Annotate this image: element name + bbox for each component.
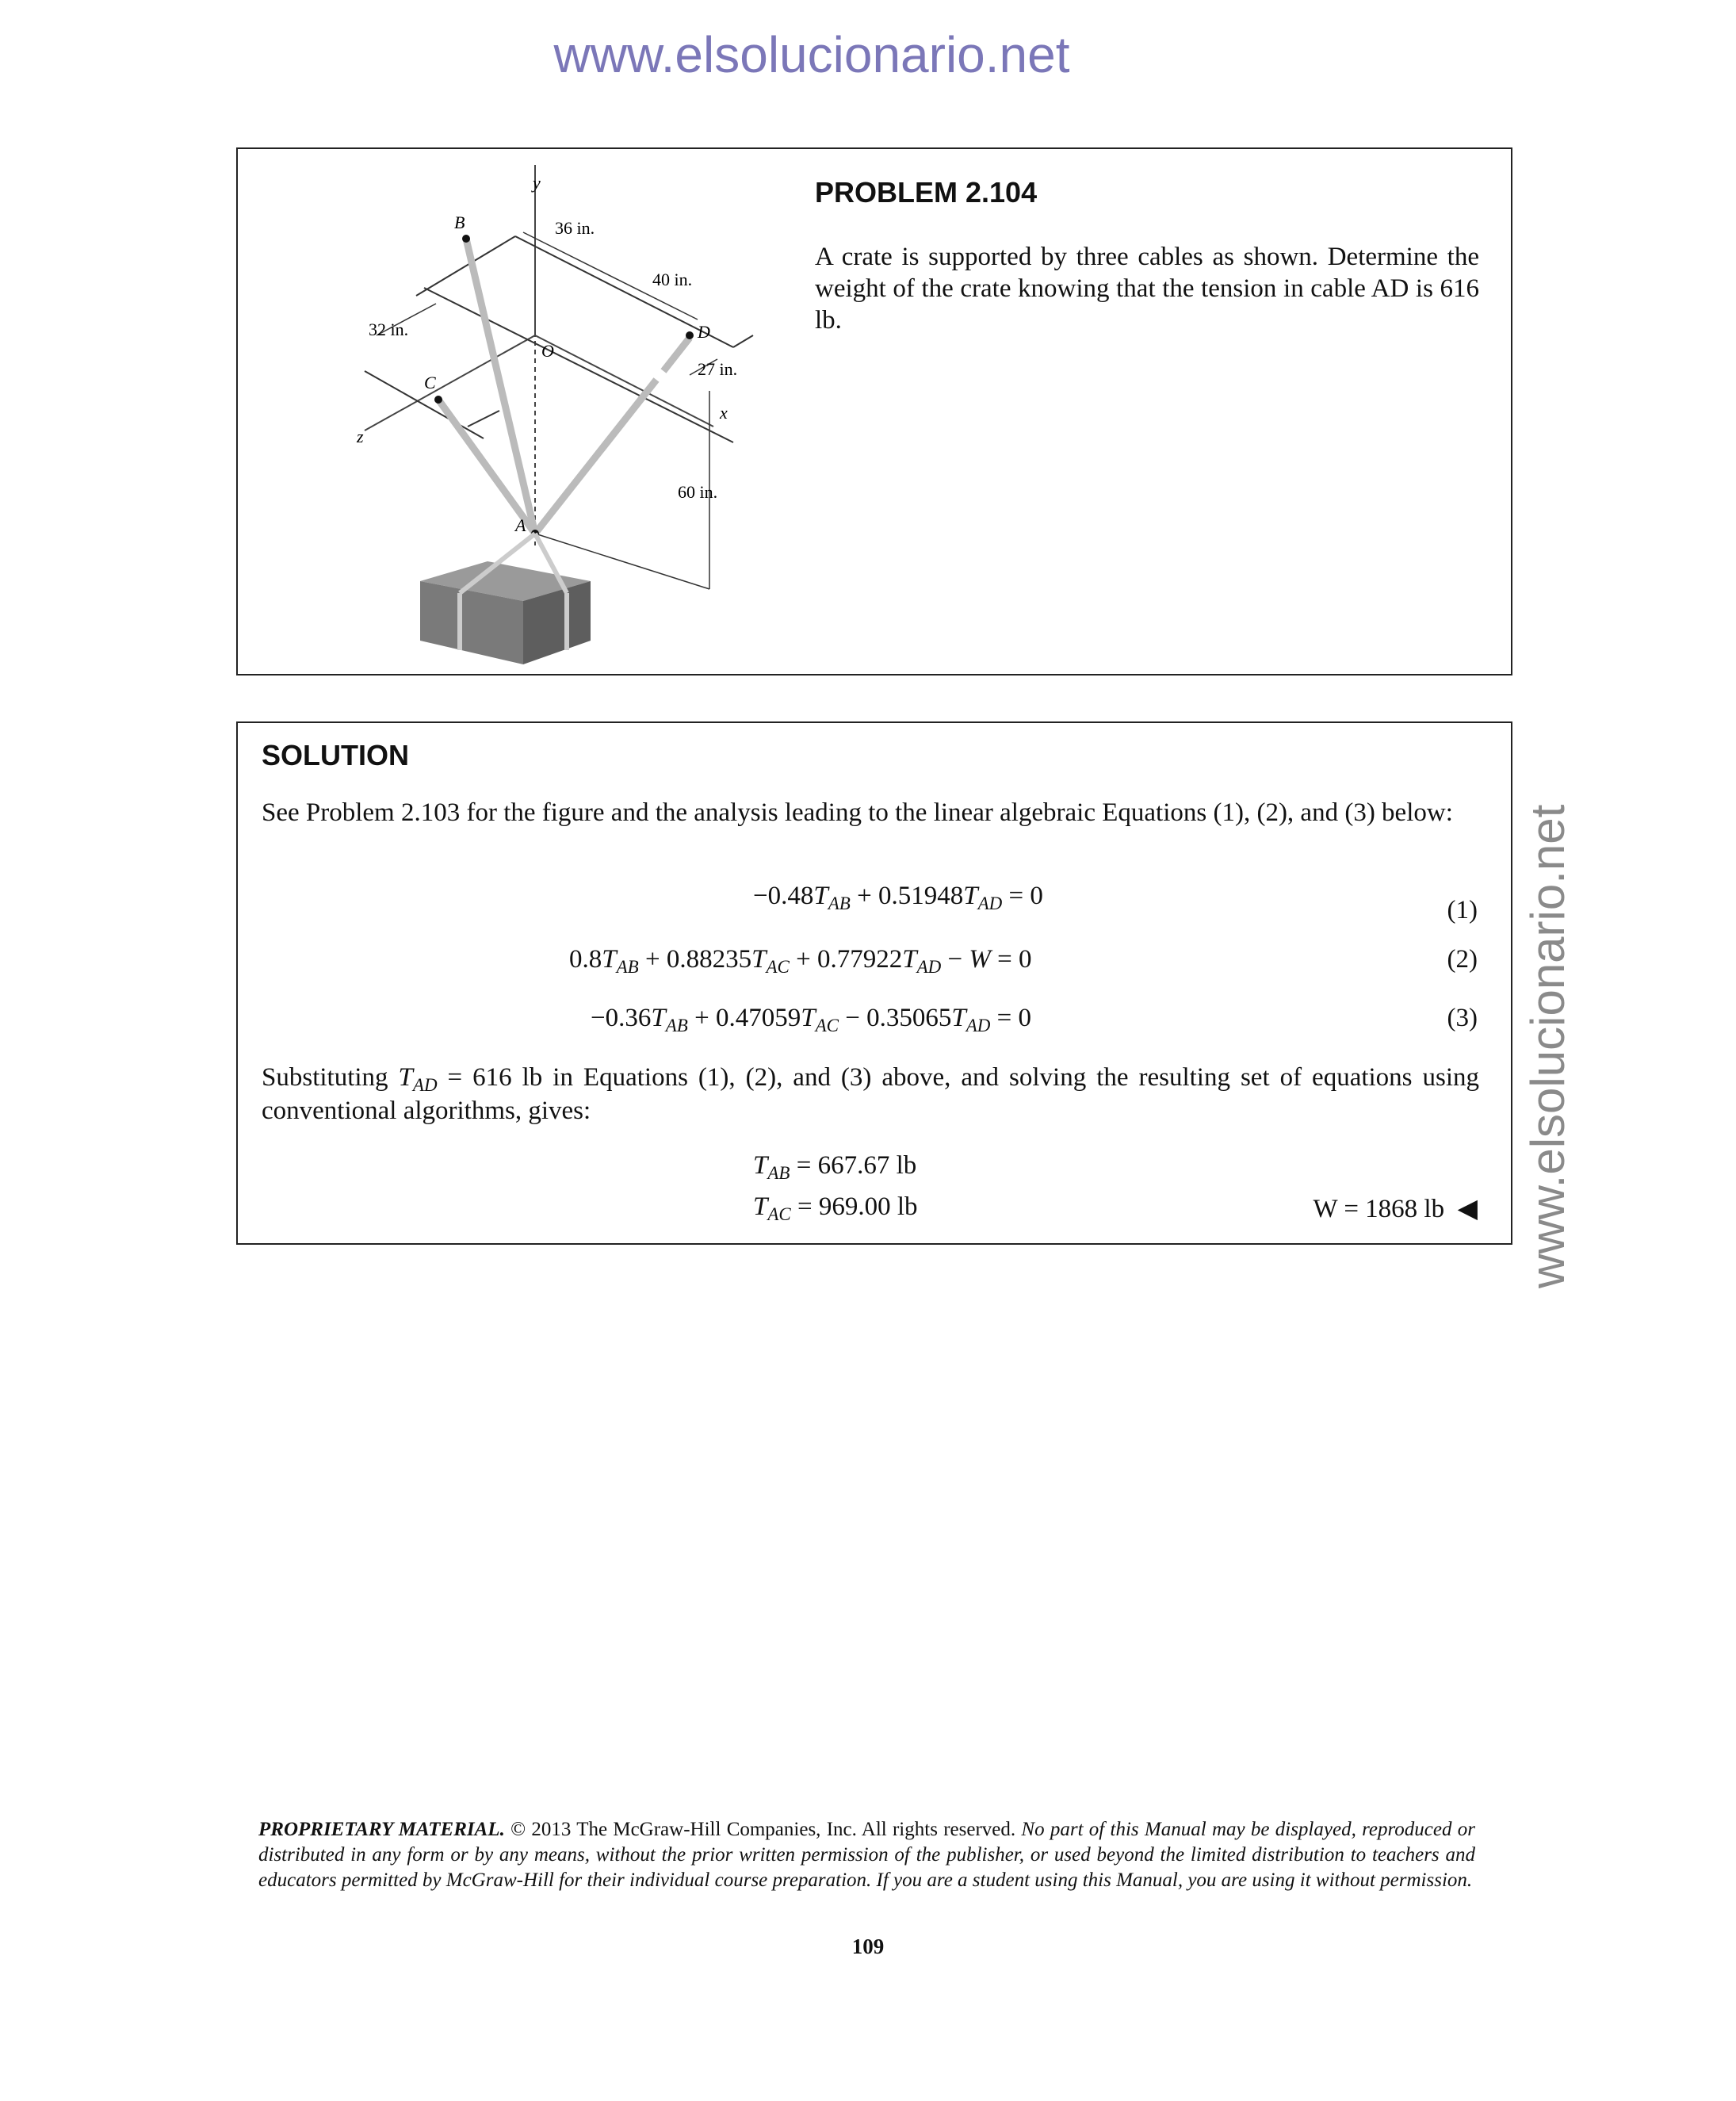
point-b — [462, 235, 470, 243]
problem-title: PROBLEM 2.104 — [815, 176, 1038, 209]
watermark-side: www.elsolucionario.net — [1521, 804, 1574, 1288]
equation-number-1: (1) — [1447, 896, 1478, 924]
footer-copyright — [258, 1817, 1475, 1893]
frame-line-4 — [733, 335, 753, 347]
label-z: z — [357, 427, 364, 446]
frame-line-1 — [424, 288, 733, 442]
solution-title: SOLUTION — [262, 739, 409, 771]
frame-line-6 — [468, 411, 499, 427]
point-d — [686, 331, 694, 339]
label-c: C — [424, 373, 436, 392]
substitution-text: in Equations (1), (2), and (3) above, and solving the resulting set of equations using conventional algorithms, gives: — [262, 1063, 1480, 1125]
problem-box — [236, 147, 1512, 675]
equation-2: $0.8T_{AB} + 0.88235T_{AC} + 0.77922T_{AD} - W = 0$ — [569, 945, 1032, 977]
footer-italic: No part of this Manual may be displayed, reproduced or distributed in any form or by any means, without the prior written permission of the publisher, or used beyond the limited distribution to teachers and educators permitted by McGraw-Hill for their individual course preparation. If you are a student using this Manual, you are using it without permission. — [258, 1819, 1475, 1891]
cable-ad-top — [663, 338, 690, 371]
equation-1: $-0.48T_{AB} + 0.51948T_{AD} = 0$ — [753, 882, 1043, 913]
result-tab: $T_{AB} = 667.67$ lb — [753, 1151, 917, 1183]
equation-number-2: (2) — [1447, 945, 1478, 974]
label-x: x — [720, 403, 728, 423]
solution-intro: See Problem 2.103 for the figure and the analysis leading to the linear algebraic Equations (1), (2), and (3) below: — [262, 798, 1453, 827]
tab-value: = 667.67 lb — [796, 1151, 917, 1180]
problem-text: A crate is supported by three cables as shown. Determine the weight of the crate knowing that the tension in cable AD is 616 lb. — [815, 243, 1479, 335]
label-a: A — [515, 515, 526, 535]
answer-value: W = 1868 lb — [1313, 1195, 1445, 1223]
label-d: D — [698, 322, 710, 342]
solution-box — [236, 721, 1512, 1245]
footer-bold: PROPRIETARY MATERIAL. — [258, 1819, 505, 1840]
equation-number-3: (3) — [1447, 1004, 1478, 1032]
problem-figure — [277, 165, 738, 672]
label-b: B — [454, 212, 465, 232]
solution-substitution: Substituting $T_{AD} = 616$ lb in Equations (1), (2), and (3) above, and solving the resulting set of equations using conventional algorithms, gives: — [262, 1063, 1480, 1125]
dim-label-27: 27 in. — [698, 359, 738, 379]
cable-ad — [535, 380, 656, 534]
dim-label-36: 36 in. — [555, 218, 595, 238]
dim-label-60: 60 in. — [678, 482, 718, 502]
page-number: 109 — [851, 1935, 885, 1958]
equation-3: $-0.36T_{AB} + 0.47059T_{AC} - 0.35065T_{AD} = 0$ — [591, 1004, 1031, 1035]
footer-regular: © 2013 The McGraw-Hill Companies, Inc. All rights reserved. — [510, 1819, 1016, 1840]
label-o: O — [541, 341, 554, 361]
tad-value: = 616 lb — [447, 1063, 543, 1092]
final-answer — [1313, 1192, 1478, 1224]
substituting-word: Substituting — [262, 1063, 388, 1092]
dim-label-40: 40 in. — [652, 270, 693, 289]
tac-value: = 969.00 lb — [797, 1192, 918, 1221]
x-axis — [535, 335, 713, 427]
watermark-top: www.elsolucionario.net — [553, 26, 1070, 83]
dim-label-32: 32 in. — [369, 320, 409, 339]
answer-marker-icon: ◀ — [1457, 1195, 1478, 1223]
label-y: y — [533, 173, 541, 193]
result-tac: $T_{AC} = 969.00$ lb — [753, 1192, 918, 1224]
point-c — [434, 396, 442, 404]
